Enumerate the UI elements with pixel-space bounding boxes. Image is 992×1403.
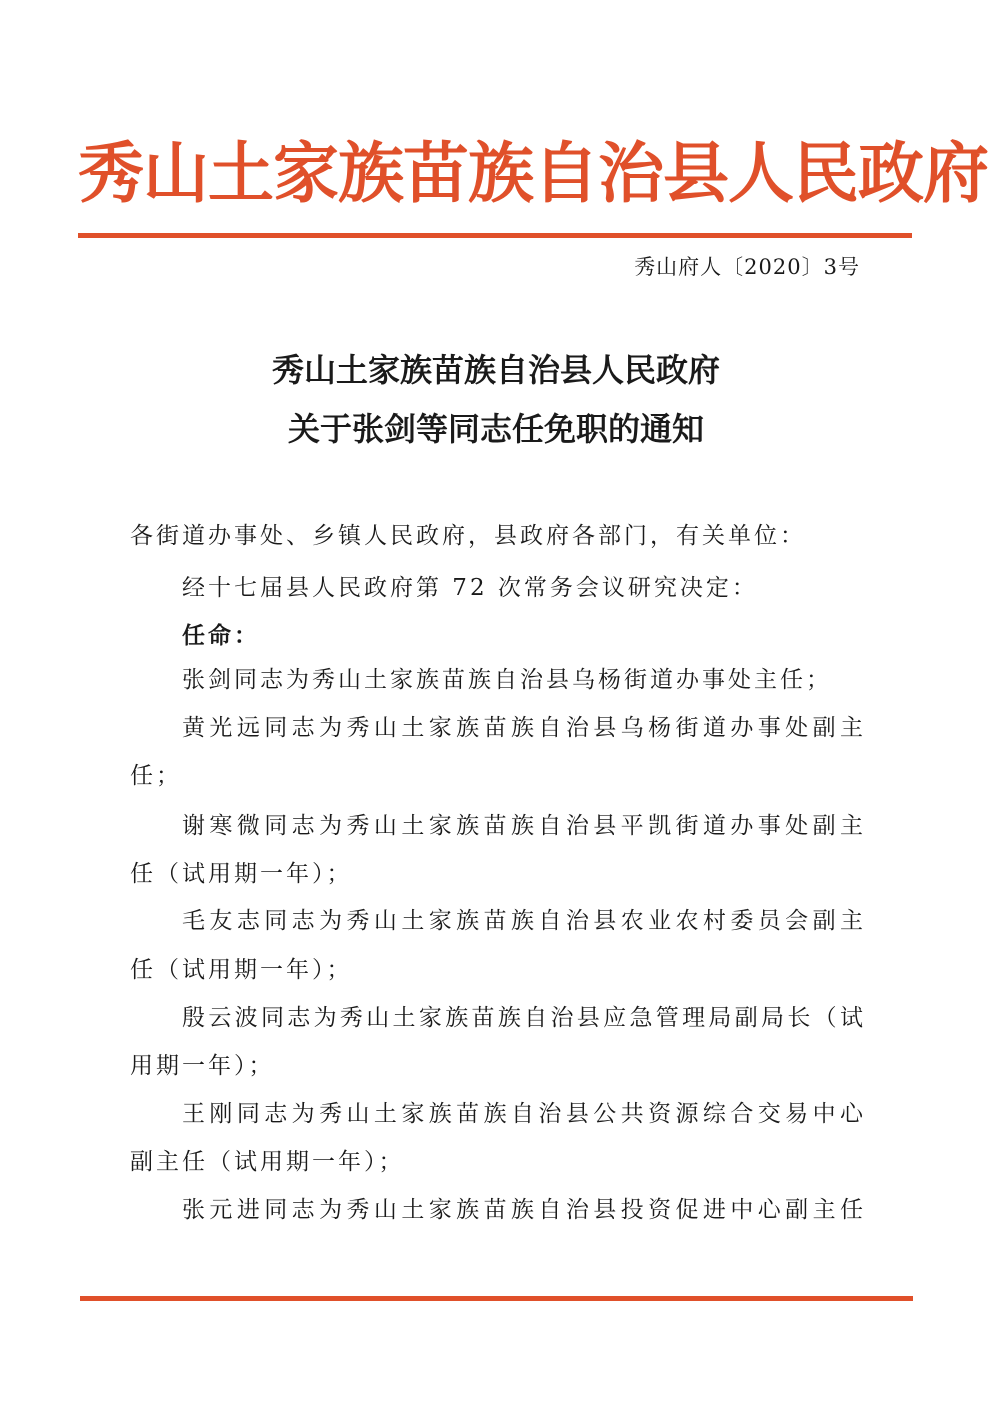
section-heading: 任命： [182,623,260,649]
appointment-line: 毛友志同志为秀山土家族苗族自治县农业农村委员会副主 [182,908,863,934]
document-title-line-2: 关于张剑等同志任免职的通知 [287,410,704,448]
intro-paragraph: 经十七届县人民政府第 72 次常务会议研究决定： [182,575,758,601]
appointment-line: 张元进同志为秀山土家族苗族自治县投资促进中心副主任 [182,1197,863,1223]
addressee: 各街道办事处、乡镇人民政府，县政府各部门，有关单位： [130,523,806,549]
header-org-name: 秀山土家族苗族自治县人民政府 [78,134,988,212]
appointment-line: 副主任（试用期一年）； [130,1149,405,1175]
appointment-line: 张剑同志为秀山土家族苗族自治县乌杨街道办事处主任； [182,667,832,693]
document-title-line-1: 秀山土家族苗族自治县人民政府 [271,351,720,389]
footer-divider [80,1296,913,1301]
appointment-line: 用期一年）； [130,1053,275,1079]
appointment-line: 任（试用期一年）； [130,861,353,887]
appointment-line: 任（试用期一年）； [130,957,353,983]
header-divider [78,233,912,238]
appointment-line: 黄光远同志为秀山土家族苗族自治县乌杨街道办事处副主 [182,715,863,741]
appointment-line: 殷云波同志为秀山土家族苗族自治县应急管理局副局长（试 [182,1005,863,1031]
appointment-line: 谢寒微同志为秀山土家族苗族自治县平凯街道办事处副主 [182,813,863,839]
appointment-line: 任； [130,763,182,789]
appointment-line: 王刚同志为秀山土家族苗族自治县公共资源综合交易中心 [182,1101,863,1127]
document-number: 秀山府人〔2020〕3号 [634,255,860,279]
